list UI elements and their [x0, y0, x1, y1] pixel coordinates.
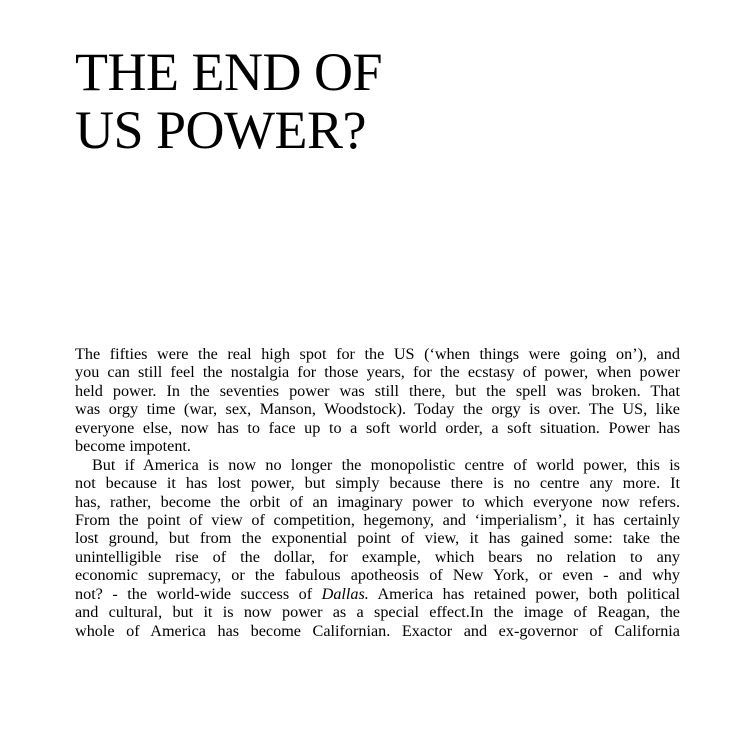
- body-line-4: was orgy time (war, sex, Manson, Woodstock). Today the orgy is over. The US, like: [75, 400, 680, 419]
- body-line-2: you can still feel the nostalgia for those years, for the ecstasy of power, when power: [75, 363, 680, 382]
- body-line-16: whole of America has become Californian. Exactor and ex-governor of California: [75, 621, 680, 640]
- chapter-title: [75, 43, 382, 159]
- dallas-italic: Dallas.: [321, 584, 369, 603]
- body-line-14-text-after: America has retained power, both political: [368, 584, 680, 603]
- body-line-14-text-before: not? - the world-wide success of: [75, 584, 322, 603]
- chapter-title-line-2: US POWER?: [75, 100, 366, 160]
- body-line-3: held power. In the seventies power was still there, but the spell was broken. That: [75, 381, 680, 400]
- body-line-1: The fifties were the real high spot for the US (‘when things were going on’), and: [75, 345, 680, 363]
- body-line-11: lost ground, but from the exponential point of view, it has gained some: take the: [75, 529, 680, 548]
- body-text: [75, 345, 680, 640]
- body-line-6: become impotent.: [75, 437, 191, 456]
- chapter-title-line-1: THE END OF: [75, 42, 382, 102]
- body-line-5: everyone else, now has to face up to a soft world order, a soft situation. Power has: [75, 418, 680, 437]
- body-line-10: From the point of view of competition, hegemony, and ‘imperialism’, it has certainly: [75, 510, 680, 529]
- body-line-8: not because it has lost power, but simply because there is no centre any more. It: [75, 474, 680, 493]
- body-line-7: But if America is now no longer the monopolistic centre of world power, this is: [92, 455, 680, 474]
- body-line-14: [75, 585, 680, 603]
- body-line-13: economic supremacy, or the fabulous apotheosis of New York, or even - and why: [75, 566, 680, 585]
- body-line-12: unintelligible rise of the dollar, for example, which bears no relation to any: [75, 547, 680, 566]
- body-line-15: and cultural, but it is now power as a special effect.In the image of Reagan, the: [75, 603, 680, 622]
- body-line-9: has, rather, become the orbit of an imaginary power to which everyone now refers.: [75, 492, 680, 511]
